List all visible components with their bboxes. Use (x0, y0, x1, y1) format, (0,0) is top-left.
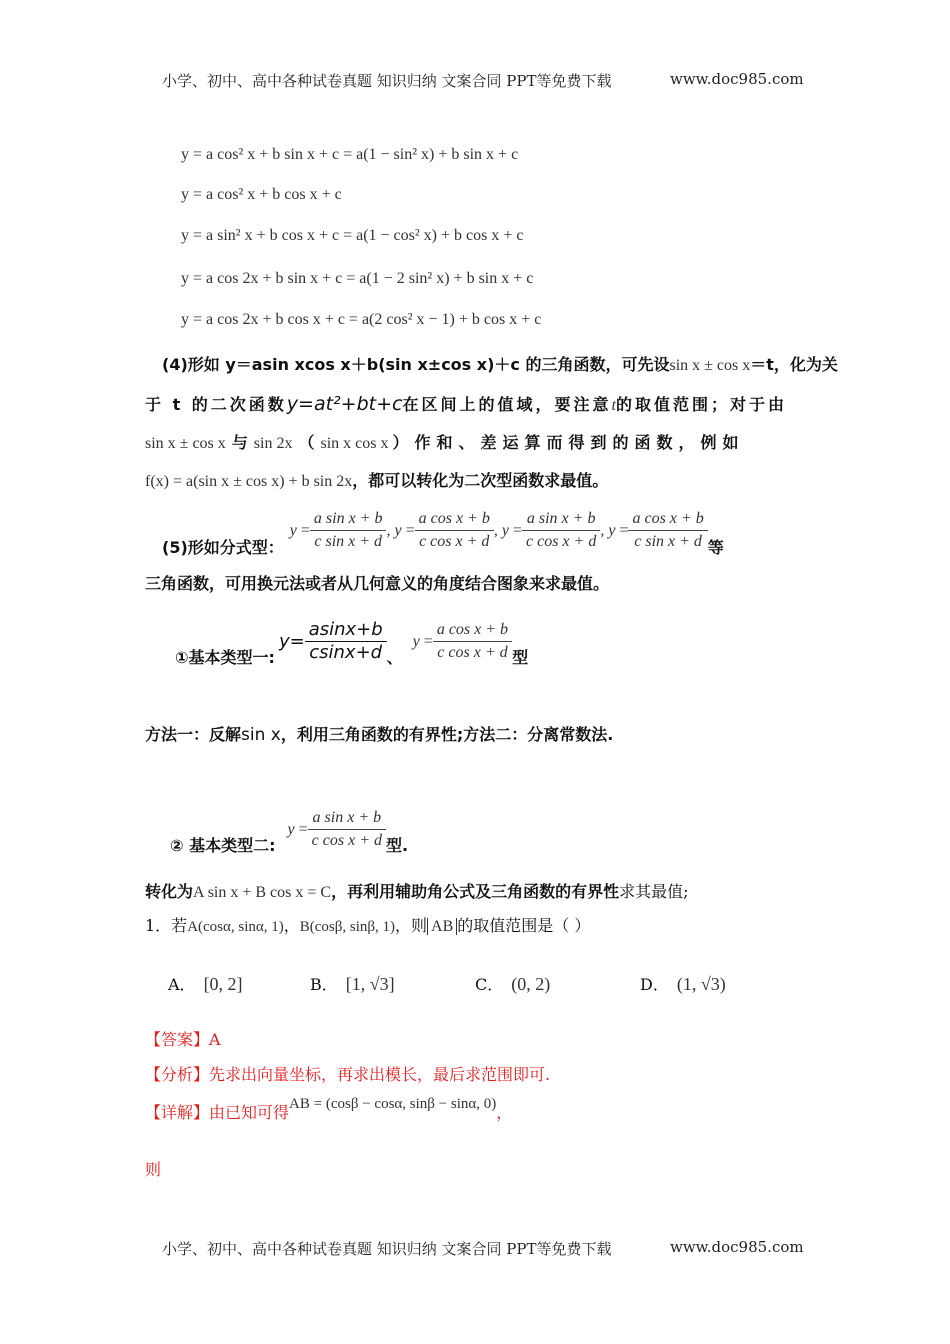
fraction-1: $\frac{\text{a sin x + b}}{\text{c sin x + d}}$ (310, 508, 387, 553)
detail-line: 【详解】由已知可得AB = (cosβ − cosα, sinβ − sinα, 0)， (145, 1096, 513, 1122)
then-line: 则 (145, 1160, 162, 1179)
fraction-3: $\frac{\text{a sin x + b}}{\text{c cos x + d}}$ (522, 508, 600, 553)
option-c[interactable]: C． (0, 2) (475, 974, 551, 994)
question-stem: 1．若A(cosα, sinα, 1)，B(cosβ, sinβ, 1)，则 AB 的取值范围是（ ） (145, 916, 591, 935)
formula-4: y = a cos 2x + b sin x + c = a(1 − 2 sin² x) + b sin x + c (181, 270, 534, 287)
type1-fraction-bold: $\frac{asinx+b}{csinx+d}$ (305, 619, 387, 664)
formula-5: y = a cos 2x + b cos x + c = a(2 cos² x − 1) + b cos x + c (181, 311, 542, 328)
item4-line1: (4)形如 y＝asin xcos x＋b(sin x±cos x)＋c 的三角函数，可先设sin x ± cos x＝t，化为关 (162, 355, 838, 374)
formula-2: y = a cos² x + b cos x + c (181, 186, 342, 203)
footer-text: 小学、初中、高中各种试卷真题 知识归纳 文案合同 PPT等免费下载 (162, 1240, 612, 1258)
footer-url[interactable]: www.doc985.com (670, 1238, 804, 1256)
item4-line3: sin x ± cos x 与 sin 2x （ sin x cos x ）作和、差运算而得到的函数，例如 (145, 433, 745, 452)
type2-fraction: $\frac{\text{a sin x + b}}{\text{c cos x + d}}$ (308, 807, 386, 852)
fraction-2: $\frac{\text{a cos x + b}}{\text{c cos x + d}}$ (415, 508, 494, 553)
type2-conversion: 转化为A sin x + B cos x = C，再利用辅助角公式及三角函数的有界性求其最值; (145, 882, 689, 901)
formula-3: y = a sin² x + b cos x + c = a(1 − cos² x) + b cos x + c (181, 227, 524, 244)
formula-1: y = a cos² x + b sin x + c = a(1 − sin² x) + b sin x + c (181, 146, 519, 163)
type1-line: ①基本类型一: y= $\frac{asinx+b}{csinx+d}$ 、 y = $\frac{\text{a cos x + b}}{\text{c cos x + d}}$ 型 (175, 619, 529, 667)
type1-method: 方法一：反解sin x，利用三角函数的有界性;方法二：分离常数法. (145, 725, 614, 745)
answer-line: 【答案】A (145, 1030, 221, 1049)
item4-line4: f(x) = a(sin x ± cos x) + b sin 2x，都可以转化为二次型函数求最值。 (145, 471, 609, 490)
header-url[interactable]: www.doc985.com (670, 70, 804, 88)
option-a[interactable]: A． [0, 2] (168, 974, 243, 994)
fraction-4: $\frac{\text{a cos x + b}}{\text{c sin x + d}}$ (628, 508, 707, 553)
option-b[interactable]: B． [1, √3] (310, 974, 395, 994)
item5-line1: (5)形如分式型： y = $\frac{\text{a sin x + b}}{\text{c sin x + d}}$ , y = $\frac{\text{a cos x + b}}{\text{c cos x + d}}$ , y = $\frac{\text{a sin x + b}}{\text{c cos x + d}}$ , y = $\frac{\text{a cos x + b}}{\text{c sin x + d}}$ 等 (162, 510, 724, 557)
option-d[interactable]: D． (1, √3) (640, 974, 726, 994)
header-text: 小学、初中、高中各种试卷真题 知识归纳 文案合同 PPT等免费下载 (162, 72, 612, 90)
type1-fraction: $\frac{\text{a cos x + b}}{\text{c cos x + d}}$ (433, 619, 512, 664)
type2-line: ② 基本类型二: y = $\frac{\text{a sin x + b}}{\text{c cos x + d}}$ 型. (170, 809, 409, 855)
item4-line2: 于 t 的二次函数y=at²+bt+c在区间上的值域，要注意t的取值范围；对于由 (145, 393, 787, 415)
analysis-line: 【分析】先求出向量坐标，再求出模长，最后求范围即可. (145, 1065, 551, 1084)
item5-line2: 三角函数，可用换元法或者从几何意义的角度结合图象来求最值。 (145, 574, 610, 593)
